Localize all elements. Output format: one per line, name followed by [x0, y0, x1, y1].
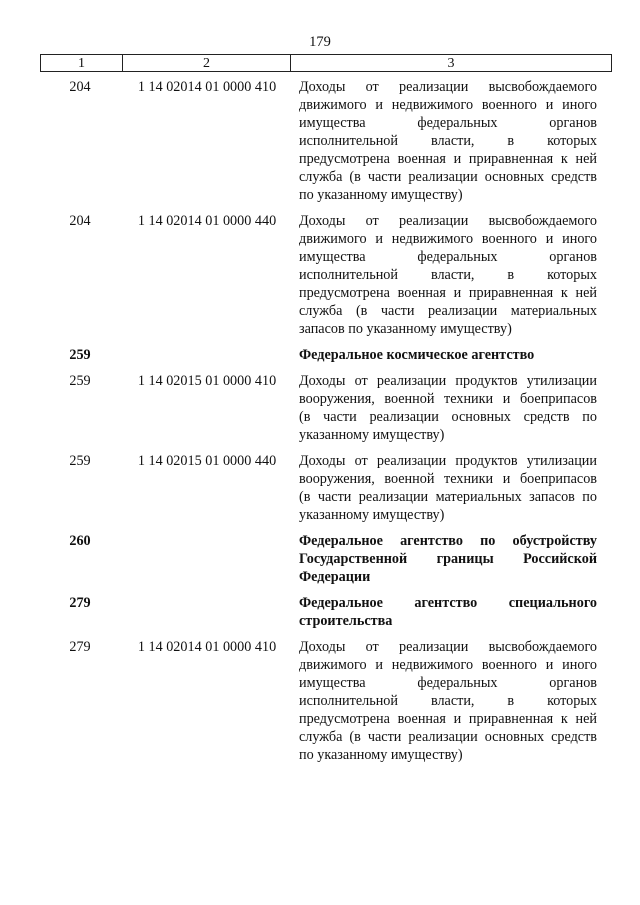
description-line: Федеральное агентство по обустройству — [299, 533, 597, 549]
page-number: 179 — [309, 34, 331, 50]
admin-code: 279 — [69, 639, 91, 655]
admin-code: 204 — [69, 213, 91, 229]
budget-classification-code: 1 14 02014 01 0000 440 — [137, 213, 277, 229]
description-line: Доходы от реализации высвобождаемого — [299, 79, 597, 95]
description-line: предусмотрена военная и приравненная к ней — [299, 151, 597, 167]
table-row — [0, 346, 640, 364]
budget-classification-code: 1 14 02015 01 0000 440 — [137, 453, 277, 469]
description-line: движимого и недвижимого военного и иного — [299, 657, 597, 673]
description-line: имущества федеральных органов — [299, 115, 597, 131]
description-line: указанному имуществу) — [299, 507, 445, 523]
table-row — [0, 452, 640, 524]
description-line: Федеральное космическое агентство — [299, 347, 535, 363]
description-line: предусмотрена военная и приравненная к ней — [299, 711, 597, 727]
admin-code: 259 — [69, 373, 91, 389]
table-row — [0, 532, 640, 586]
table-row — [0, 372, 640, 444]
budget-classification-code: 1 14 02015 01 0000 410 — [137, 373, 277, 389]
column-header-1: 1 — [41, 55, 123, 72]
admin-code: 259 — [69, 347, 91, 363]
description-line: исполнительной власти, в которых — [299, 133, 597, 149]
description-line: (в части реализации основных средств по — [299, 409, 597, 425]
column-header-row — [41, 55, 612, 72]
description-line: Государственной границы Российской — [299, 551, 597, 567]
budget-classification-code: 1 14 02014 01 0000 410 — [137, 639, 277, 655]
description-line: вооружения, военной техники и боеприпасов — [299, 471, 597, 487]
row-description — [299, 372, 597, 444]
description-line: (в части реализации материальных запасов по — [299, 489, 597, 505]
table-row — [0, 212, 640, 338]
row-description — [299, 532, 597, 586]
description-line: по указанному имуществу) — [299, 747, 463, 763]
description-line: исполнительной власти, в которых — [299, 267, 597, 283]
description-line: Федеральное агентство специального — [299, 595, 597, 611]
description-line: служба (в части реализации основных средств — [299, 169, 597, 185]
row-description — [299, 212, 597, 338]
description-line: Доходы от реализации высвобождаемого — [299, 639, 597, 655]
description-line: Федерации — [299, 569, 371, 585]
description-line: Доходы от реализации высвобождаемого — [299, 213, 597, 229]
row-description — [299, 78, 597, 204]
row-description — [299, 346, 597, 364]
description-line: запасов по указанному имуществу) — [299, 321, 512, 337]
table-row — [0, 78, 640, 204]
column-header-3: 3 — [291, 55, 612, 72]
table-row — [0, 638, 640, 764]
description-line: предусмотрена военная и приравненная к ней — [299, 285, 597, 301]
column-header-table — [40, 54, 612, 72]
admin-code: 260 — [69, 533, 91, 549]
row-description — [299, 452, 597, 524]
description-line: исполнительной власти, в которых — [299, 693, 597, 709]
admin-code: 204 — [69, 79, 91, 95]
description-line: служба (в части реализации основных средств — [299, 729, 597, 745]
admin-code: 259 — [69, 453, 91, 469]
table-row — [0, 594, 640, 630]
description-line: имущества федеральных органов — [299, 249, 597, 265]
description-line: указанному имуществу) — [299, 427, 445, 443]
description-line: вооружения, военной техники и боеприпасов — [299, 391, 597, 407]
description-line: имущества федеральных органов — [299, 675, 597, 691]
description-line: движимого и недвижимого военного и иного — [299, 231, 597, 247]
budget-classification-code: 1 14 02014 01 0000 410 — [137, 79, 277, 95]
description-line: служба (в части реализации материальных — [299, 303, 597, 319]
column-header-2: 2 — [123, 55, 291, 72]
description-line: Доходы от реализации продуктов утилизации — [299, 453, 597, 469]
description-line: движимого и недвижимого военного и иного — [299, 97, 597, 113]
admin-code: 279 — [69, 595, 91, 611]
description-line: строительства — [299, 613, 393, 629]
row-description — [299, 638, 597, 764]
description-line: по указанному имуществу) — [299, 187, 463, 203]
row-description — [299, 594, 597, 630]
description-line: Доходы от реализации продуктов утилизации — [299, 373, 597, 389]
